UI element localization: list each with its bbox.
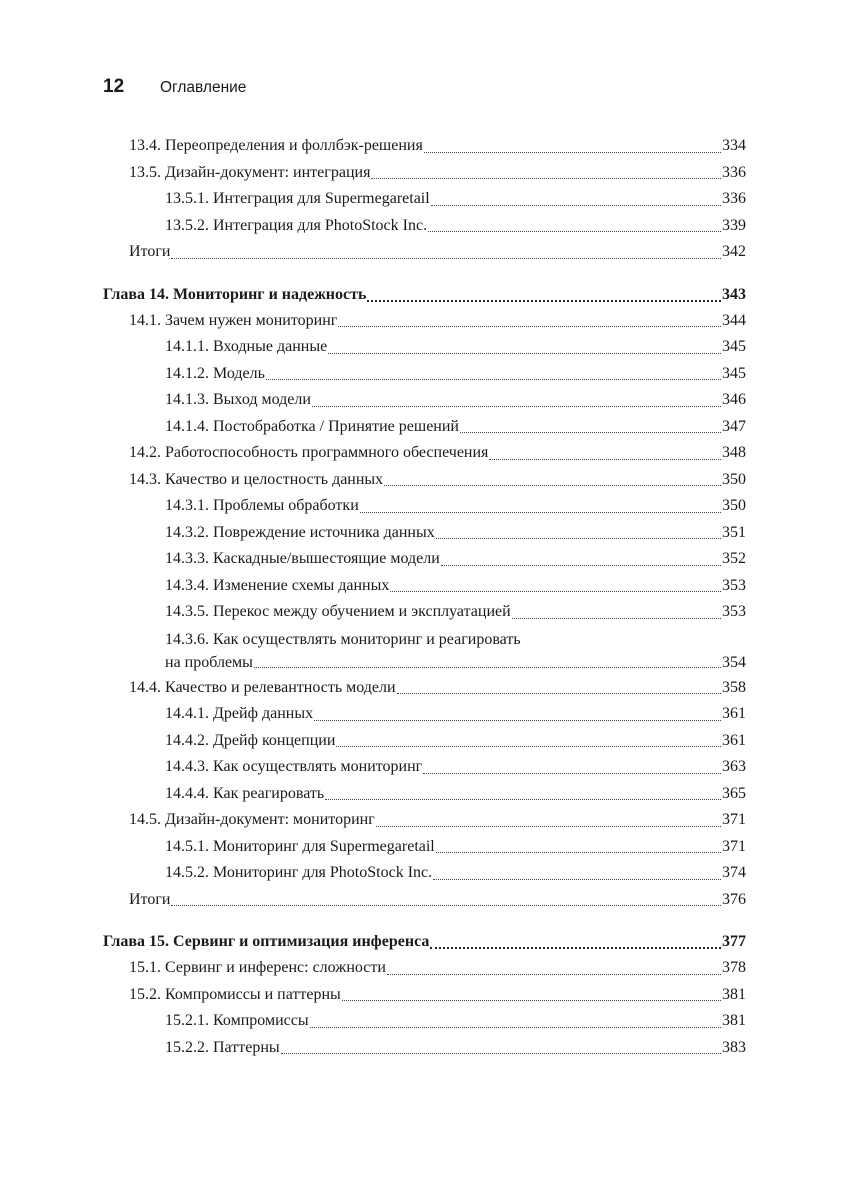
dot-leader [441,565,721,566]
dot-leader [436,852,721,853]
toc-entry[interactable] [103,887,746,914]
entry-title: 15.2.1. Компромиссы [165,1012,309,1029]
entry-page: 383 [722,1038,746,1056]
dot-leader [310,1027,721,1028]
toc-entry[interactable] [103,334,746,361]
toc-entry[interactable] [103,160,746,187]
toc-entry[interactable] [103,754,746,781]
entry-title: 13.5.2. Интеграция для PhotoStock Inc. [165,216,428,234]
dot-leader [423,773,721,774]
entry-title: 14.3.5. Перекос между обучением и эксплуатацией [165,603,511,620]
toc-entry[interactable] [103,133,746,160]
toc-entry[interactable] [103,308,746,335]
entry-title: 14.4.2. Дрейф концепции [165,731,336,749]
entry-page: 345 [722,338,746,355]
entry-title: 14.1.2. Модель [165,364,265,382]
toc-entry[interactable] [103,186,746,213]
chapter-page: 377 [722,933,746,950]
dot-leader [460,432,721,433]
toc-chapter-14[interactable] [103,281,746,308]
dot-leader [512,618,721,619]
entry-title: 14.1.1. Входные данные [165,338,328,355]
dot-leader [171,258,721,259]
entry-title: 14.3.1. Проблемы обработки [165,497,359,514]
page-number: 12 [103,76,125,97]
dot-leader [384,485,721,486]
toc-entry[interactable] [103,781,746,808]
toc-entry[interactable] [103,860,746,887]
entry-page: 347 [722,417,746,435]
entry-page: 376 [722,890,746,908]
toc-group [103,675,746,914]
dot-leader [328,353,721,354]
entry-title: 14.3.4. Изменение схемы данных [165,576,390,594]
entry-page: 344 [722,311,746,329]
entry-title: 14.1.4. Постобработка / Принятие решений [165,417,459,435]
chapter-title: Глава 14. Мониторинг и надежность [103,285,367,303]
dot-leader [336,746,721,747]
entry-title: 14.5.2. Мониторинг для PhotoStock Inc. [165,864,433,881]
toc-entry[interactable] [103,807,746,834]
toc-entry[interactable] [103,213,746,240]
entry-title: Итоги [129,890,171,908]
entry-title: 15.1. Сервинг и инференс: сложности [129,959,386,976]
dot-leader [390,591,721,592]
dot-leader [376,826,721,827]
dot-leader [424,152,721,153]
entry-page: 336 [722,163,746,181]
entry-page: 342 [722,243,746,260]
entry-page: 336 [722,190,746,207]
entry-title: 14.5. Дизайн-документ: мониторинг [129,811,375,828]
entry-page: 339 [722,216,746,234]
dot-leader [489,459,721,460]
entry-title: 15.2. Компромиссы и паттерны [129,985,341,1003]
running-head [103,76,246,98]
dot-leader [360,512,721,513]
entry-page: 381 [722,985,746,1003]
entry-page: 350 [722,470,746,488]
entry-page: 346 [722,391,746,408]
entry-page: 348 [722,444,746,461]
toc-entry[interactable] [103,520,746,547]
dot-leader [430,947,721,949]
entry-page: 371 [722,811,746,828]
entry-title: 14.3. Качество и целостность данных [129,470,384,488]
dot-leader [433,879,721,880]
toc-entry[interactable] [103,728,746,755]
toc-entry[interactable] [103,1035,746,1062]
dot-leader [314,720,721,721]
entry-title: 14.3.3. Каскадные/вышестоящие модели [165,550,440,567]
toc-entry[interactable] [103,1008,746,1035]
running-title: Оглавление [160,79,247,96]
entry-title: 15.2.2. Паттерны [165,1038,280,1056]
dot-leader [342,1000,721,1001]
entry-page: 361 [722,731,746,749]
entry-page: 354 [722,653,746,671]
dot-leader [367,300,721,302]
dot-leader [312,406,721,407]
toc-group [103,955,746,1061]
entry-page: 351 [722,523,746,541]
dot-leader [397,693,721,694]
toc-entry[interactable] [103,546,746,573]
entry-title-line1: 14.3.6. Как осуществлять мониторинг и реагировать [165,630,521,648]
entry-page: 350 [722,497,746,514]
toc-entry[interactable] [103,834,746,861]
toc-chapter-15[interactable] [103,928,746,955]
dot-leader [428,231,721,232]
entry-page: 334 [722,137,746,154]
entry-page: 345 [722,364,746,382]
entry-title: 14.4.1. Дрейф данных [165,705,314,722]
dot-leader [325,799,721,800]
toc-entry[interactable] [103,982,746,1009]
toc-entry[interactable] [103,361,746,388]
entry-title: Итоги [129,243,171,260]
dot-leader [431,205,721,206]
entry-title: 14.4. Качество и релевантность модели [129,678,396,696]
entry-page: 363 [722,758,746,775]
entry-title: 14.1. Зачем нужен мониторинг [129,311,338,329]
entry-page: 353 [722,603,746,620]
toc-group [103,133,746,266]
dot-leader [387,974,721,975]
entry-page: 352 [722,550,746,567]
entry-title-line2: на проблемы [165,653,253,671]
dot-leader [281,1053,721,1054]
toc-entry[interactable] [103,440,746,467]
dot-leader [266,379,721,380]
toc-entry[interactable] [103,955,746,982]
entry-title: 14.5.1. Мониторинг для Supermegaretail [165,837,435,855]
dot-leader [436,538,721,539]
toc-entry[interactable] [103,573,746,600]
toc-entry[interactable] [103,493,746,520]
toc-entry[interactable] [103,701,746,728]
toc-entry[interactable] [103,467,746,494]
toc-entry[interactable] [103,387,746,414]
entry-page: 371 [722,837,746,855]
dot-leader [371,178,721,179]
entry-title: 13.5.1. Интеграция для Supermegaretail [165,190,430,207]
entry-title: 14.2. Работоспособность программного обеспечения [129,444,489,461]
entry-title: 13.5. Дизайн-документ: интеграция [129,163,371,181]
entry-title: 14.4.4. Как реагировать [165,784,325,802]
table-of-contents [103,133,746,1061]
entry-page: 381 [722,1012,746,1029]
entry-title: 14.3.2. Повреждение источника данных [165,523,435,541]
entry-title: 14.4.3. Как осуществлять мониторинг [165,758,423,775]
entry-title: 14.1.3. Выход модели [165,391,311,408]
toc-entry[interactable] [103,239,746,266]
toc-entry[interactable] [103,414,746,441]
dot-leader [254,667,721,668]
dot-leader [171,905,721,906]
chapter-page: 343 [722,285,746,303]
entry-page: 378 [722,959,746,976]
entry-page: 361 [722,705,746,722]
dot-leader [338,326,721,327]
entry-page: 353 [722,576,746,594]
entry-page: 358 [722,678,746,696]
toc-group [103,308,746,626]
entry-page: 374 [722,864,746,881]
toc-entry[interactable] [103,675,746,702]
entry-title: 13.4. Переопределения и фоллбэк-решения [129,137,423,154]
entry-page: 365 [722,784,746,802]
chapter-title: Глава 15. Сервинг и оптимизация инференса [103,933,430,950]
toc-entry[interactable] [103,599,746,626]
toc-entry-multiline[interactable] [103,626,746,675]
